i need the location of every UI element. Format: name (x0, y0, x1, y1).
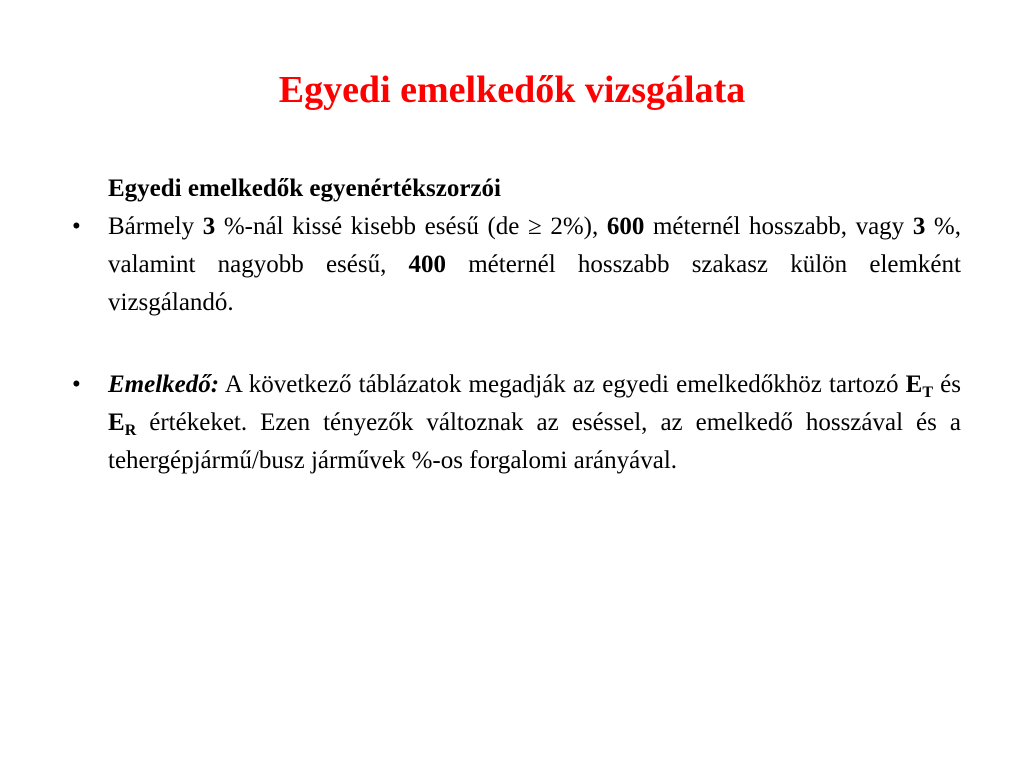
slide-title: Egyedi emelkedők vizsgálata (278, 69, 746, 111)
bullet2-lead-term: Emelkedő: (108, 371, 220, 398)
slide-subtitle: Egyedi emelkedők egyenértékszorzói (108, 175, 501, 202)
factor-et-subscript: T (922, 384, 933, 401)
factor-er-subscript: R (124, 422, 137, 439)
bullet1-text-4: %, valamint nagyobb esésű, (108, 213, 962, 278)
factor-et (905, 371, 933, 401)
bullet1-text-1: Bármely (108, 213, 203, 240)
bullet1-text-2: %-nál kissé kisebb esésű (de ≥ 2%), (215, 213, 607, 240)
bullet-dot-icon: • (72, 213, 81, 240)
bullet-item-grade-rule (72, 208, 962, 322)
bullet2-text-1: A következő táblázatok megadják az egyedi emelkedőkhöz tartozó (219, 371, 906, 398)
factor-er-letter: E (108, 409, 125, 436)
bullet1-text-3: méternél hosszabb, vagy (644, 213, 913, 240)
bullet1-bold-grade-1: 3 (202, 213, 216, 240)
factor-et-letter: E (905, 371, 923, 398)
bullet1-bold-length-1: 600 (606, 213, 645, 240)
bullet-dot-icon: • (72, 371, 81, 398)
factor-er (108, 409, 137, 439)
bullet-item-upgrade-factors (72, 366, 962, 480)
bullet1-bold-length-2: 400 (408, 251, 447, 278)
bullet1-bold-grade-2: 3 (912, 213, 926, 240)
bullet2-text-3: értékeket. Ezen tényezők változnak az eséssel, az emelkedő hosszával és a tehergépjármű/busz járművek %-os forgalomi arányával. (108, 409, 961, 474)
bullet1-text-5: méternél hosszabb szakasz külön elemként vizsgálandó. (108, 251, 961, 316)
bullet2-text-2: és (933, 371, 962, 398)
